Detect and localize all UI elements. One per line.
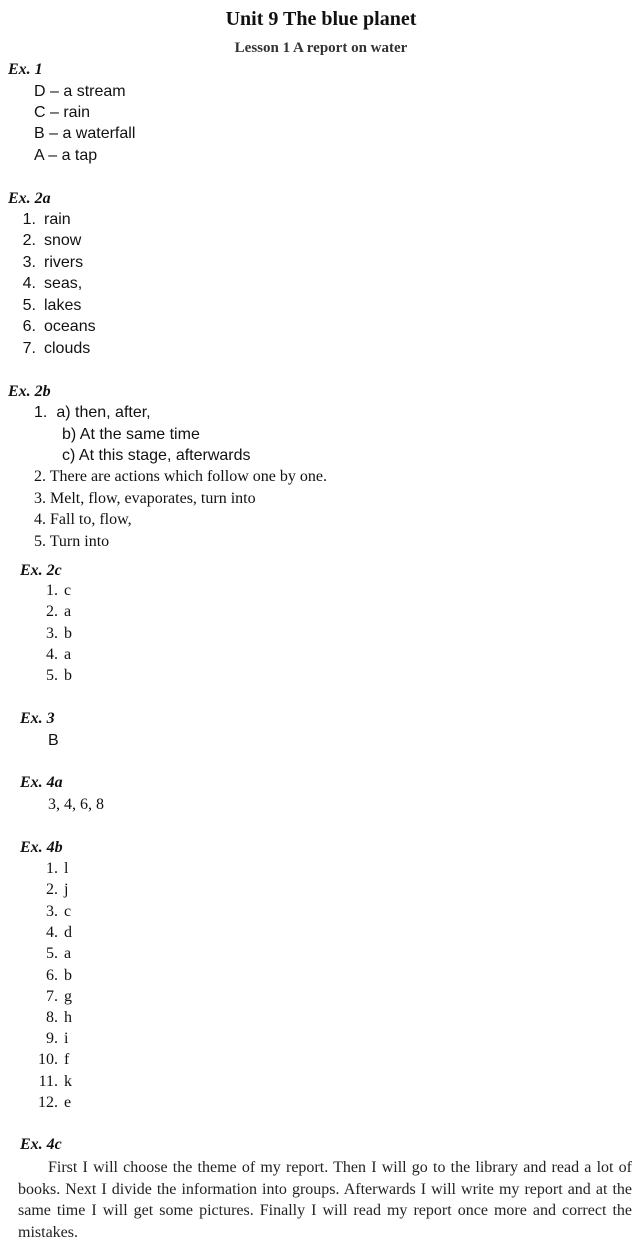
ex1-item: A – a tap bbox=[34, 147, 98, 164]
item-number: 6. bbox=[22, 318, 36, 335]
item-text: a bbox=[64, 603, 72, 620]
item-text: rivers bbox=[44, 254, 84, 271]
item-number: 2. bbox=[46, 603, 58, 620]
ex4a-answer: 3, 4, 6, 8 bbox=[48, 796, 104, 813]
item-number: 2. bbox=[46, 881, 58, 898]
item-number: 7. bbox=[22, 340, 36, 357]
ex2b-item: 4. Fall to, flow, bbox=[34, 511, 132, 528]
ex4b-item bbox=[38, 967, 72, 985]
item-text: f bbox=[64, 1051, 70, 1068]
item-number: 4. bbox=[46, 646, 58, 663]
item-text: j bbox=[64, 881, 69, 898]
item-text: c bbox=[64, 903, 72, 920]
ex3-heading: Ex. 3 bbox=[20, 710, 55, 727]
ex4b-item bbox=[38, 1030, 68, 1048]
ex3-answer: B bbox=[48, 732, 59, 749]
item-text: seas, bbox=[44, 275, 83, 292]
item-number: 5. bbox=[46, 667, 58, 684]
item-text: a bbox=[64, 945, 72, 962]
item-text: b bbox=[64, 625, 72, 642]
item-text: i bbox=[64, 1030, 69, 1047]
item-number: 3. bbox=[46, 903, 58, 920]
ex2c-item bbox=[38, 603, 71, 621]
ex4b-item bbox=[38, 1009, 72, 1027]
ex2a-item bbox=[14, 232, 81, 250]
ex2a-heading: Ex. 2a bbox=[8, 190, 51, 207]
ex1-heading: Ex. 1 bbox=[8, 61, 43, 78]
ex4a-heading: Ex. 4a bbox=[20, 774, 63, 791]
item-number: 1. bbox=[46, 582, 58, 599]
item-number: 8. bbox=[46, 1009, 58, 1026]
page-subtitle: Lesson 1 A report on water bbox=[234, 40, 408, 56]
item-text: b bbox=[64, 667, 72, 684]
ex2a-item bbox=[14, 211, 71, 229]
ex1-item: C – rain bbox=[34, 104, 91, 121]
item-number: 12. bbox=[38, 1094, 58, 1111]
ex1-item: B – a waterfall bbox=[34, 125, 136, 142]
item-text: snow bbox=[44, 232, 82, 249]
ex4b-item bbox=[38, 881, 68, 899]
ex2c-heading: Ex. 2c bbox=[20, 562, 62, 579]
item-number: 1. bbox=[46, 860, 58, 877]
item-number: 1. bbox=[22, 211, 36, 228]
ex2a-item bbox=[14, 275, 82, 293]
ex4b-item bbox=[38, 903, 71, 921]
item-text: c bbox=[64, 582, 72, 599]
ex4b-item bbox=[38, 924, 72, 942]
ex4b-item bbox=[38, 945, 71, 963]
ex4c-paragraph: First I will choose the theme of my report. Then I will go to the library and read a lot of books. Next I divide the information into groups. Afterwards I will write my report and at the same time I will get some pictures. Finally I will read my report once more and correct the mistakes. bbox=[18, 1159, 632, 1241]
item-text: d bbox=[64, 924, 72, 941]
item-text: clouds bbox=[44, 340, 91, 357]
ex2c-item bbox=[38, 646, 71, 664]
ex4b-heading: Ex. 4b bbox=[20, 839, 63, 856]
ex1-item: D – a stream bbox=[34, 83, 126, 100]
ex2b-item-1b: b) At the same time bbox=[62, 426, 200, 443]
item-number: 3. bbox=[22, 254, 36, 271]
ex2b-item-1 bbox=[34, 404, 151, 422]
item-number: 11. bbox=[38, 1073, 58, 1090]
item-text: a) then, after, bbox=[56, 404, 151, 421]
item-text: k bbox=[64, 1073, 72, 1090]
ex2c-item bbox=[38, 582, 71, 600]
ex2b-item-1c: c) At this stage, afterwards bbox=[62, 447, 251, 464]
item-number: 2. bbox=[22, 232, 36, 249]
item-text: e bbox=[64, 1094, 72, 1111]
item-number: 5. bbox=[22, 297, 36, 314]
item-text: b bbox=[64, 967, 72, 984]
item-number: 4. bbox=[22, 275, 36, 292]
item-number: 4. bbox=[46, 924, 58, 941]
ex2c-item bbox=[38, 667, 72, 685]
ex4b-item bbox=[38, 1073, 72, 1091]
ex2b-item: 3. Melt, flow, evaporates, turn into bbox=[34, 490, 256, 507]
item-number: 9. bbox=[46, 1030, 58, 1047]
ex4b-item bbox=[38, 1051, 69, 1069]
item-number: 3. bbox=[46, 625, 58, 642]
ex2a-item bbox=[14, 297, 81, 315]
ex4b-item bbox=[38, 988, 72, 1006]
ex2b-heading: Ex. 2b bbox=[8, 383, 51, 400]
item-number: 1. bbox=[34, 404, 48, 421]
ex4b-item bbox=[38, 1094, 71, 1112]
page-title: Unit 9 The blue planet bbox=[225, 8, 417, 30]
item-number: 10. bbox=[38, 1051, 58, 1068]
ex4c-heading: Ex. 4c bbox=[20, 1136, 62, 1153]
ex2a-item bbox=[14, 254, 83, 272]
item-text: h bbox=[64, 1009, 72, 1026]
item-number: 6. bbox=[46, 967, 58, 984]
ex4b-item bbox=[38, 860, 68, 878]
item-number: 5. bbox=[46, 945, 58, 962]
item-text: a bbox=[64, 646, 72, 663]
item-text: rain bbox=[44, 211, 71, 228]
ex2b-item: 2. There are actions which follow one by one. bbox=[34, 468, 327, 485]
item-number: 7. bbox=[46, 988, 58, 1005]
ex2a-item bbox=[14, 340, 90, 358]
item-text: lakes bbox=[44, 297, 82, 314]
ex2a-item bbox=[14, 318, 96, 336]
item-text: oceans bbox=[44, 318, 96, 335]
item-text: g bbox=[64, 988, 72, 1005]
item-text: l bbox=[64, 860, 69, 877]
ex2b-item: 5. Turn into bbox=[34, 533, 110, 550]
ex2c-item bbox=[38, 625, 72, 643]
